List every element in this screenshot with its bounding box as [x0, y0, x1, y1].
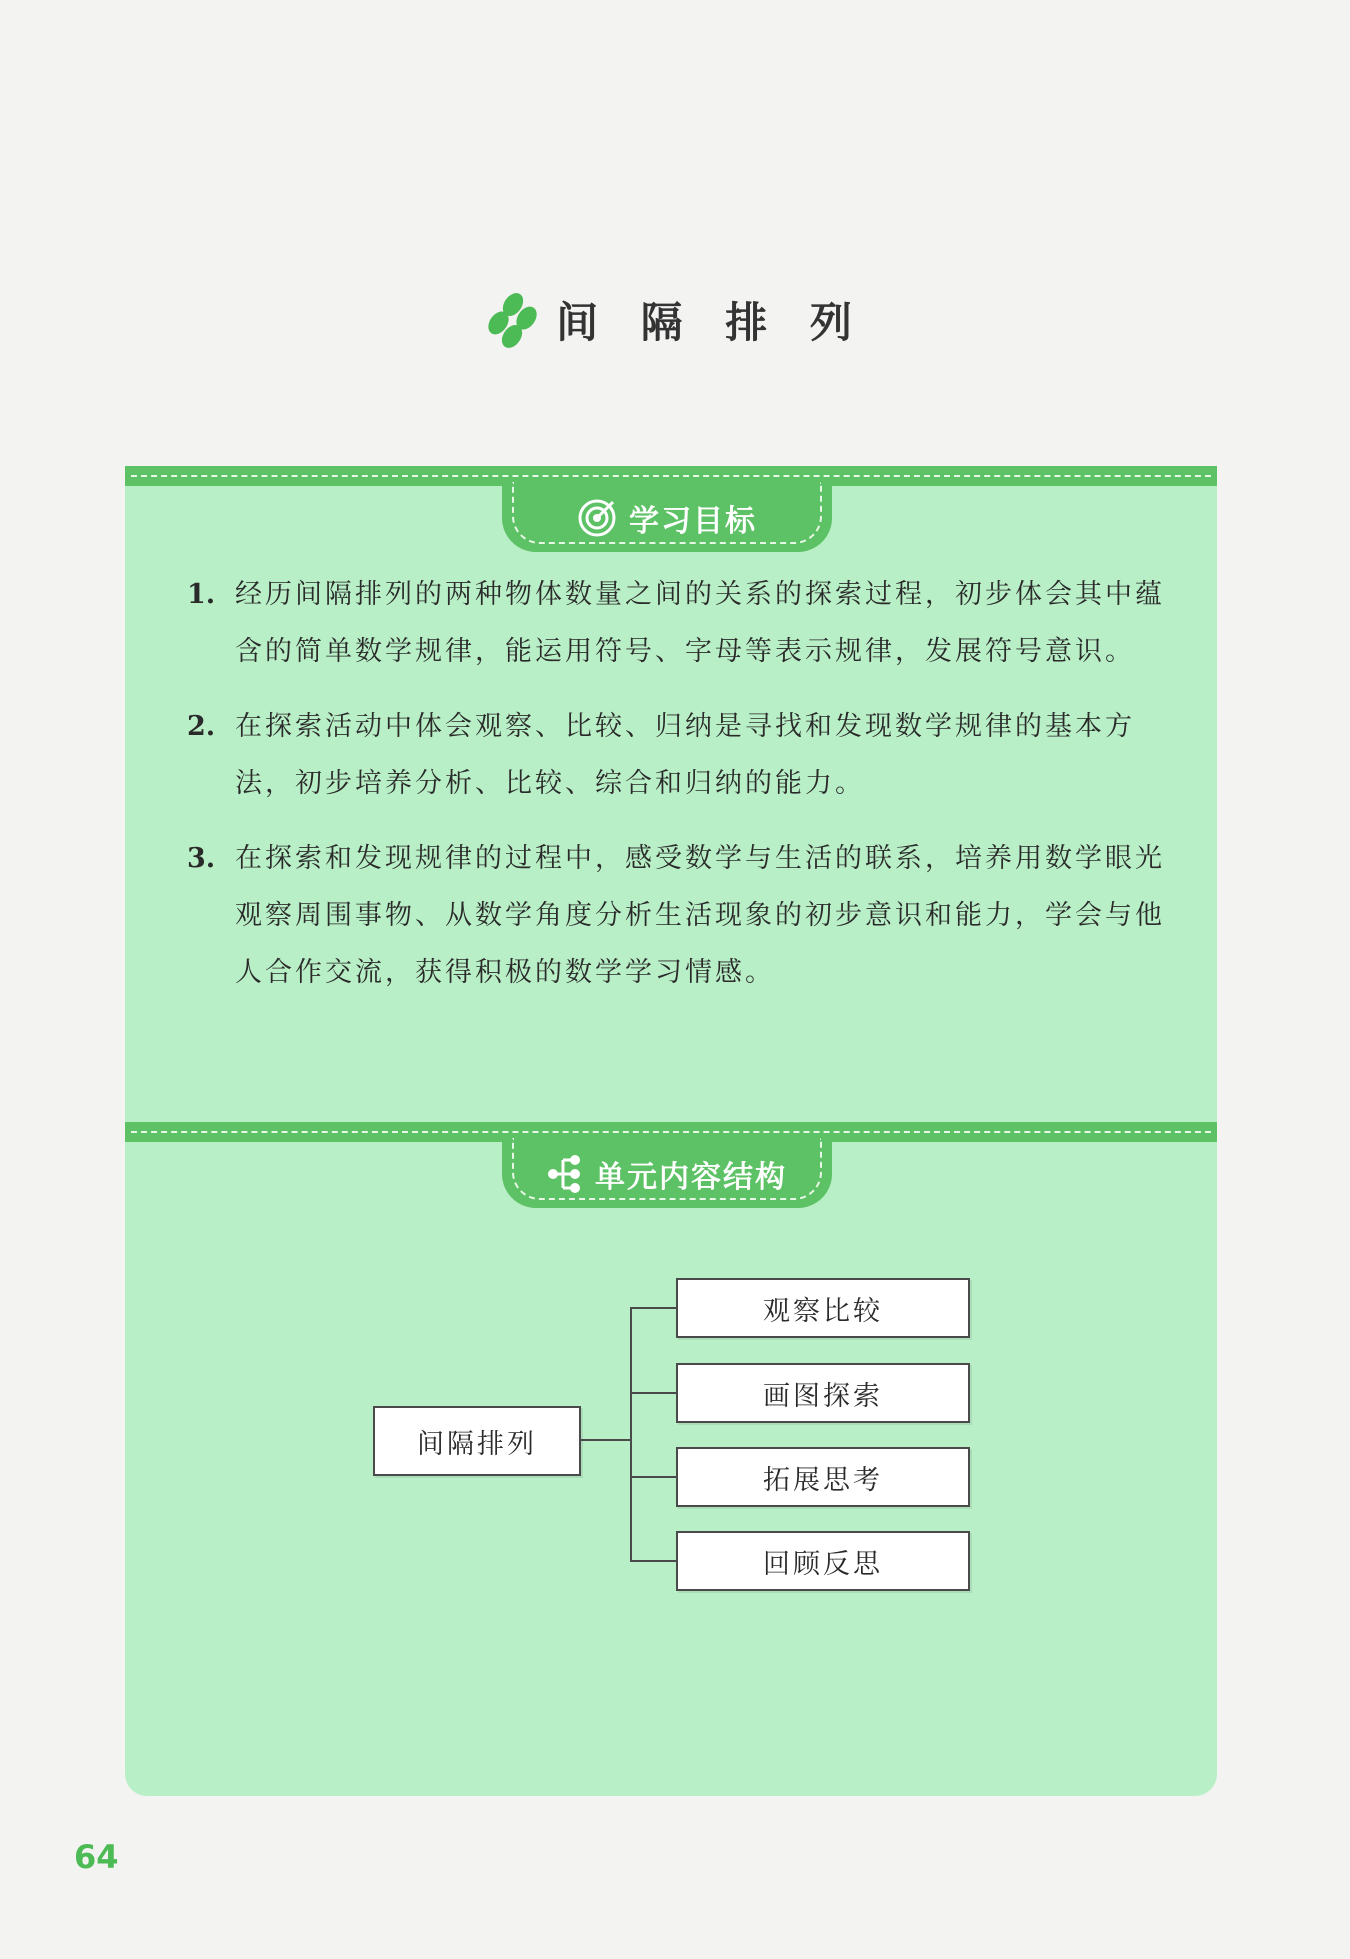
page-title: 间 隔 排 列	[556, 298, 866, 347]
child-node: 观察比较	[676, 1278, 970, 1338]
root-node: 间隔排列	[373, 1406, 581, 1476]
goals-heading: 学习目标	[629, 504, 757, 539]
child-node: 拓展思考	[676, 1447, 970, 1507]
connector-line	[630, 1560, 677, 1562]
connector-line	[579, 1439, 631, 1441]
goal-number: 1.	[187, 579, 216, 610]
goal-text: 在探索和发现规律的过程中，感受数学与生活的联系，培养用数学眼光观察周围事物、从数学角度分析生活现象的初步意识和能力，学会与他人合作交流，获得积极的数学学习情感。	[235, 843, 1165, 988]
page-title-row	[0, 290, 1350, 350]
child-node: 画图探索	[676, 1363, 970, 1423]
connector-line	[630, 1392, 677, 1394]
goal-text: 在探索活动中体会观察、比较、归纳是寻找和发现数学规律的基本方法，初步培养分析、比较、综合和归纳的能力。	[235, 711, 1135, 799]
unit-structure-diagram	[125, 466, 1217, 1796]
goal-number: 2.	[187, 711, 216, 742]
structure-heading: 单元内容结构	[595, 1160, 787, 1195]
page-number: 64	[74, 1838, 119, 1876]
connector-line	[630, 1307, 677, 1309]
connector-line	[630, 1476, 677, 1478]
child-node: 回顾反思	[676, 1531, 970, 1591]
connector-line	[630, 1307, 632, 1561]
goal-text: 经历间隔排列的两种物体数量之间的关系的探索过程，初步体会其中蕴含的简单数学规律，能运用符号、字母等表示规律，发展符号意识。	[235, 579, 1165, 667]
content-panel	[125, 466, 1217, 1796]
goal-number: 3.	[187, 843, 216, 874]
clover-leaf-icon	[484, 291, 542, 349]
